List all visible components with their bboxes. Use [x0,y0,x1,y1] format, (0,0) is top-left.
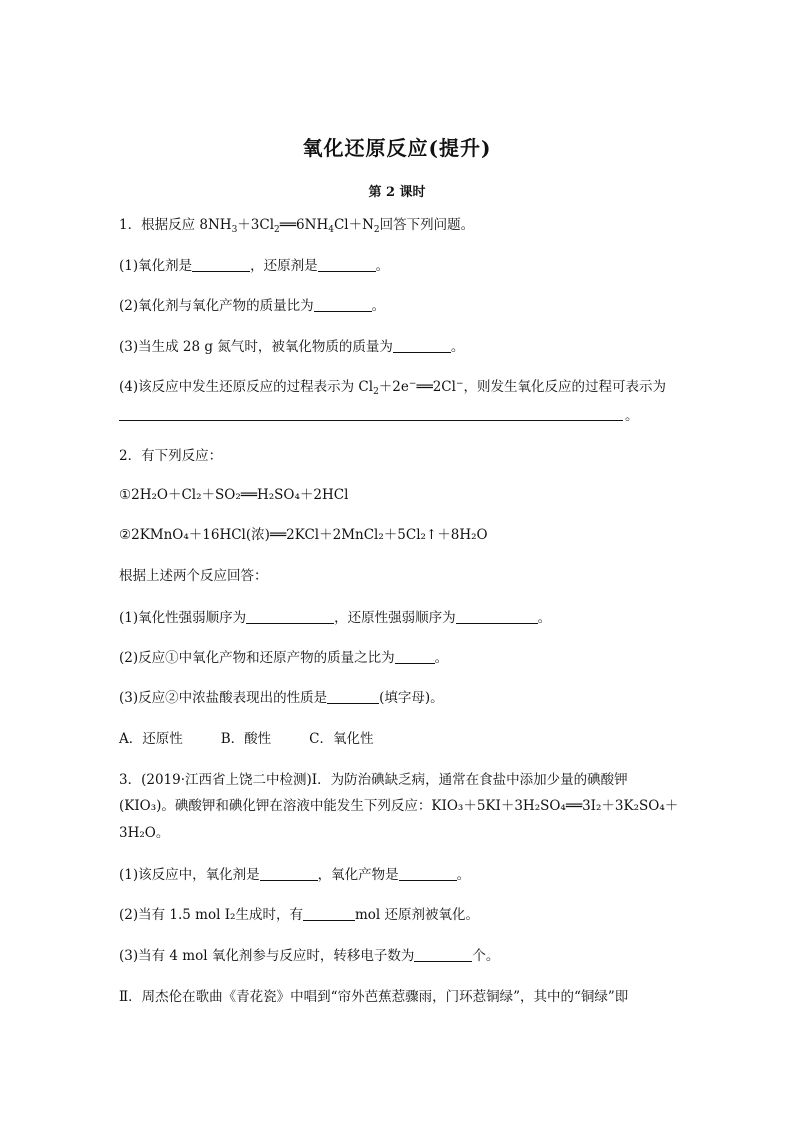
answer-blank[interactable] [414,948,472,962]
answer-blank[interactable] [303,907,355,921]
option-c[interactable]: C．氧化性 [309,731,374,747]
page-subtitle: 第 2 课时 [368,185,426,200]
q2-reaction-2: ②2KMnO₄＋16HCl(浓)══2KCl＋2MnCl₂＋5Cl₂↑＋8H₂O [119,527,488,543]
answer-blank[interactable] [246,610,334,624]
q3-part1: (1)该反应中，氧化剂是 ，氧化产物是 。 [119,867,471,883]
page-title: 氧化还原反应(提升) [302,136,492,160]
q2-stem: 2．有下列反应： [119,448,223,464]
q1-part4: (4)该反应中发生还原反应的过程表示为 $Cl_2+2e^-══2Cl^-$，则发生氧化反应的过程可表示为 [119,379,666,397]
q3-line-1: 3．(2019·江西省上饶二中检测)Ⅰ．为防治碘缺乏病，通常在食盐中添加少量的碘酸钾 [119,772,628,788]
answer-blank[interactable] [456,610,538,624]
q2-lead: 根据上述两个反应回答： [119,568,268,584]
answer-blank[interactable] [260,867,318,881]
q2-reaction-1: ①2H₂O＋Cl₂＋SO₂══H₂SO₄＋2HCl [119,487,349,503]
answer-blank[interactable] [393,339,451,353]
q1-part2: (2)氧化剂与氧化产物的质量比为 。 [119,298,386,314]
q3-line-2: (KIO₃)。碘酸钾和碘化钾在溶液中能发生下列反应：KIO₃＋5KI＋3H₂SO₄══3I₂＋3K₂SO₄＋ [119,798,679,814]
q3-part3: (3)当有 4 mol 氧化剂参与反应时，转移电子数为 个。 [119,948,500,964]
option-b[interactable]: B．酸性 [220,731,272,747]
answer-blank[interactable] [395,650,435,664]
answer-blank[interactable] [192,258,250,272]
q2-part1: (1)氧化性强弱顺序为 ，还原性强弱顺序为 。 [119,610,552,626]
q2-options [119,730,412,748]
q3-line-3: 3H₂O。 [119,825,170,841]
q2-part2: (2)反应①中氧化产物和还原产物的质量之比为 。 [119,650,449,666]
q1-part3: (3)当生成 28 g 氮气时，被氧化物质的质量为 。 [119,339,465,355]
answer-blank[interactable] [314,298,372,312]
q1-part1: (1)氧化剂是 ，还原剂是 。 [119,258,390,274]
answer-line[interactable] [119,420,623,421]
option-a[interactable]: A．还原性 [119,731,183,747]
q3-part-ii: Ⅱ．周杰伦在歌曲《青花瓷》中唱到“帘外芭蕉惹骤雨，门环惹铜绿”，其中的“铜绿”即 [119,989,629,1005]
answer-blank[interactable] [318,258,376,272]
q3-part2: (2)当有 1.5 mol I₂生成时，有 mol 还原剂被氧化。 [119,907,480,923]
q2-part3: (3)反应②中浓盐酸表现出的性质是 (填字母)。 [119,690,444,706]
answer-blank[interactable] [399,867,457,881]
answer-blank[interactable] [327,690,379,704]
q1-stem: 1．根据反应 $8NH_3+3Cl_2══6NH_4Cl+N_2$回答下列问题。 [119,217,475,235]
period-mark: 。 [625,408,639,424]
